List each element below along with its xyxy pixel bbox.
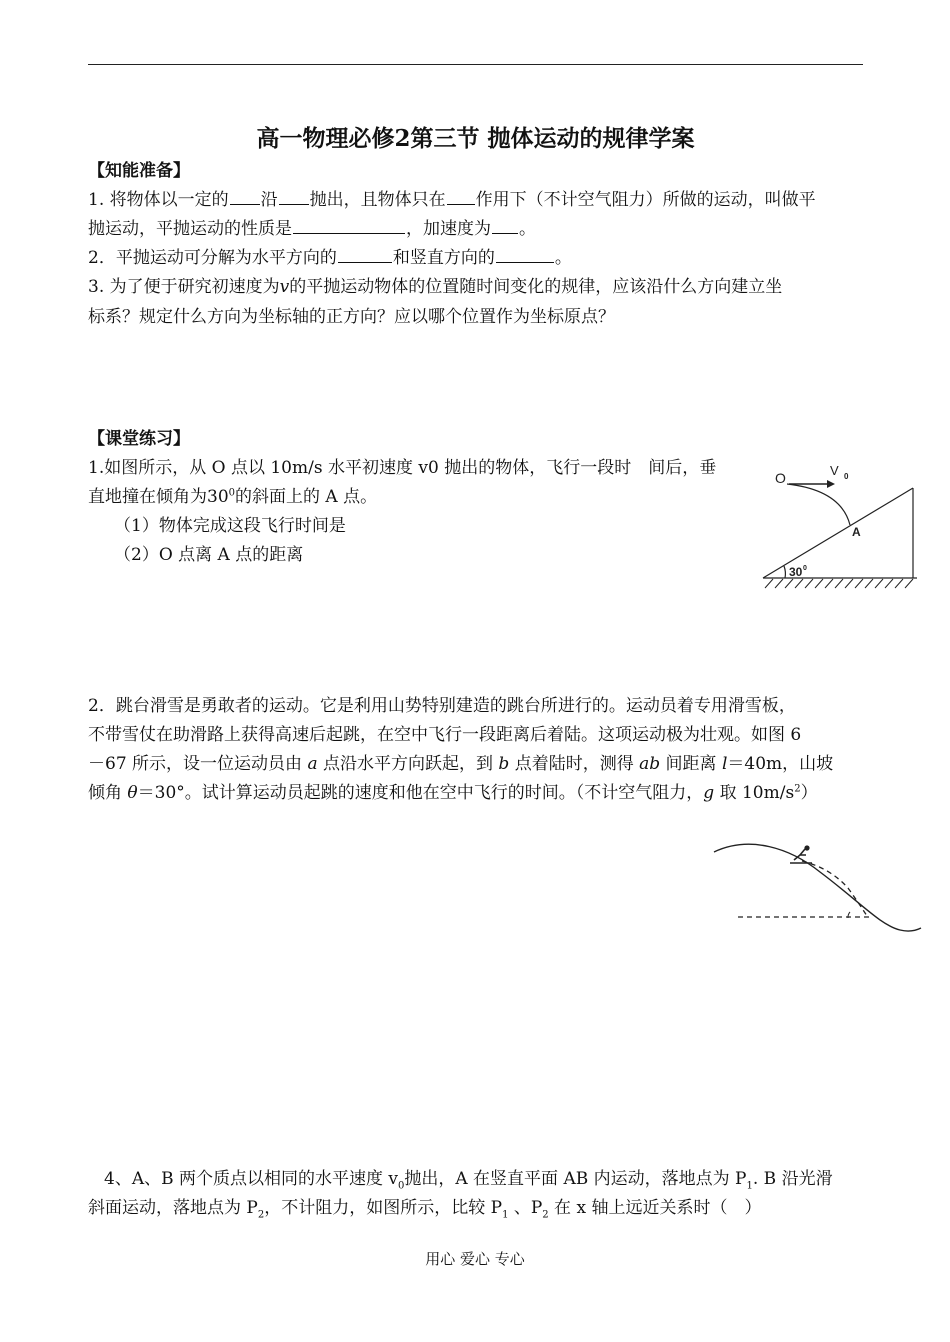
section-heading-practice: 【课堂练习】 (88, 429, 190, 449)
section-heading-preparation: 【知能准备】 (88, 161, 190, 181)
skier-head (804, 845, 809, 850)
figure-label-v: V (830, 463, 839, 478)
blank[interactable] (447, 203, 475, 205)
blank[interactable] (230, 203, 260, 205)
blank[interactable] (279, 203, 309, 205)
page-footer: 用心 爱心 专心 (425, 1250, 525, 1268)
exercise-2-line-2: 不带雪仗在助滑路上获得高速后起跳，在空中飞行一段距离后着陆。这项运动极为壮观。如图 6 (88, 725, 802, 745)
blank[interactable] (338, 261, 392, 263)
blank[interactable] (496, 261, 554, 263)
question-1-line-2: 抛运动，平抛运动的性质是 ，加速度为 。 (88, 219, 536, 239)
exercise-1-line-1: 1.如图所示，从 O 点以 10m/s 水平初速度 v0 抛出的物体，飞行一段时 间后，垂 (88, 458, 717, 478)
question-3-line-2: 标系？规定什么方向为坐标轴的正方向？应以哪个位置作为坐标原点？ (88, 307, 615, 327)
blank[interactable] (293, 232, 405, 234)
figure-label-o: O (775, 470, 786, 486)
exercise-1-line-2: 直地撞在倾角为$30^0$的斜面上的 A 点。 (88, 487, 378, 507)
figure-label-a: A (852, 525, 861, 539)
page-title: 高一物理必修2第三节 抛体运动的规律学案 (256, 125, 695, 152)
figure-label-angle: 30 (789, 565, 803, 579)
exercise-4-line-1: 4、A、B 两个质点以相同的水平速度 $v_0$抛出，A 在竖直平面 AB 内运动，落地点为 $P_1$. B 沿光滑 (104, 1169, 833, 1192)
incline-projectile-figure (755, 458, 935, 598)
question-1-line-1: 1. 将物体以一定的 沿 抛出，且物体只在 作用下（不计空气阻力）所做的运动，叫做平 (88, 190, 816, 210)
exercise-2-line-1: 2．跳台滑雪是勇敢者的运动。它是利用山势特别建造的跳台所进行的。运动员着专用滑雪板， (88, 696, 796, 716)
header-rule (88, 64, 863, 65)
figure-label-v-sub: 0 (844, 472, 849, 481)
exercise-2-line-3: －67 所示，设一位运动员由 a 点沿水平方向跃起，到 b 点着陆时，测得 ab 间距离 l＝40m，山坡 (88, 754, 834, 774)
question-2-line: 2．平抛运动可分解为水平方向的 和竖直方向的 。 (88, 248, 572, 268)
exercise-1-sub-2: （2）O 点离 A 点的距离 (114, 545, 304, 565)
exercise-4-line-2: 斜面运动，落地点为 $P_2$，不计阻力，如图所示，比较 $P_1$ 、$P_2$ 在 x 轴上远近关系时（ ） (88, 1198, 762, 1221)
figure-label-angle-sup: 0 (803, 565, 807, 572)
exercise-1-sub-1: （1）物体完成这段飞行时间是 (114, 516, 346, 536)
blank[interactable] (492, 232, 518, 234)
question-3-line-1: 3. 为了便于研究初速度为v的平抛运动物体的位置随时间变化的规律，应该沿什么方向建立坐 (88, 277, 783, 297)
exercise-2-line-4: 倾角 θ＝30°。试计算运动员起跳的速度和他在空中飞行的时间。（不计空气阻力，g 取 $10m/s^2$） (88, 783, 818, 803)
ski-jump-figure (710, 830, 925, 940)
